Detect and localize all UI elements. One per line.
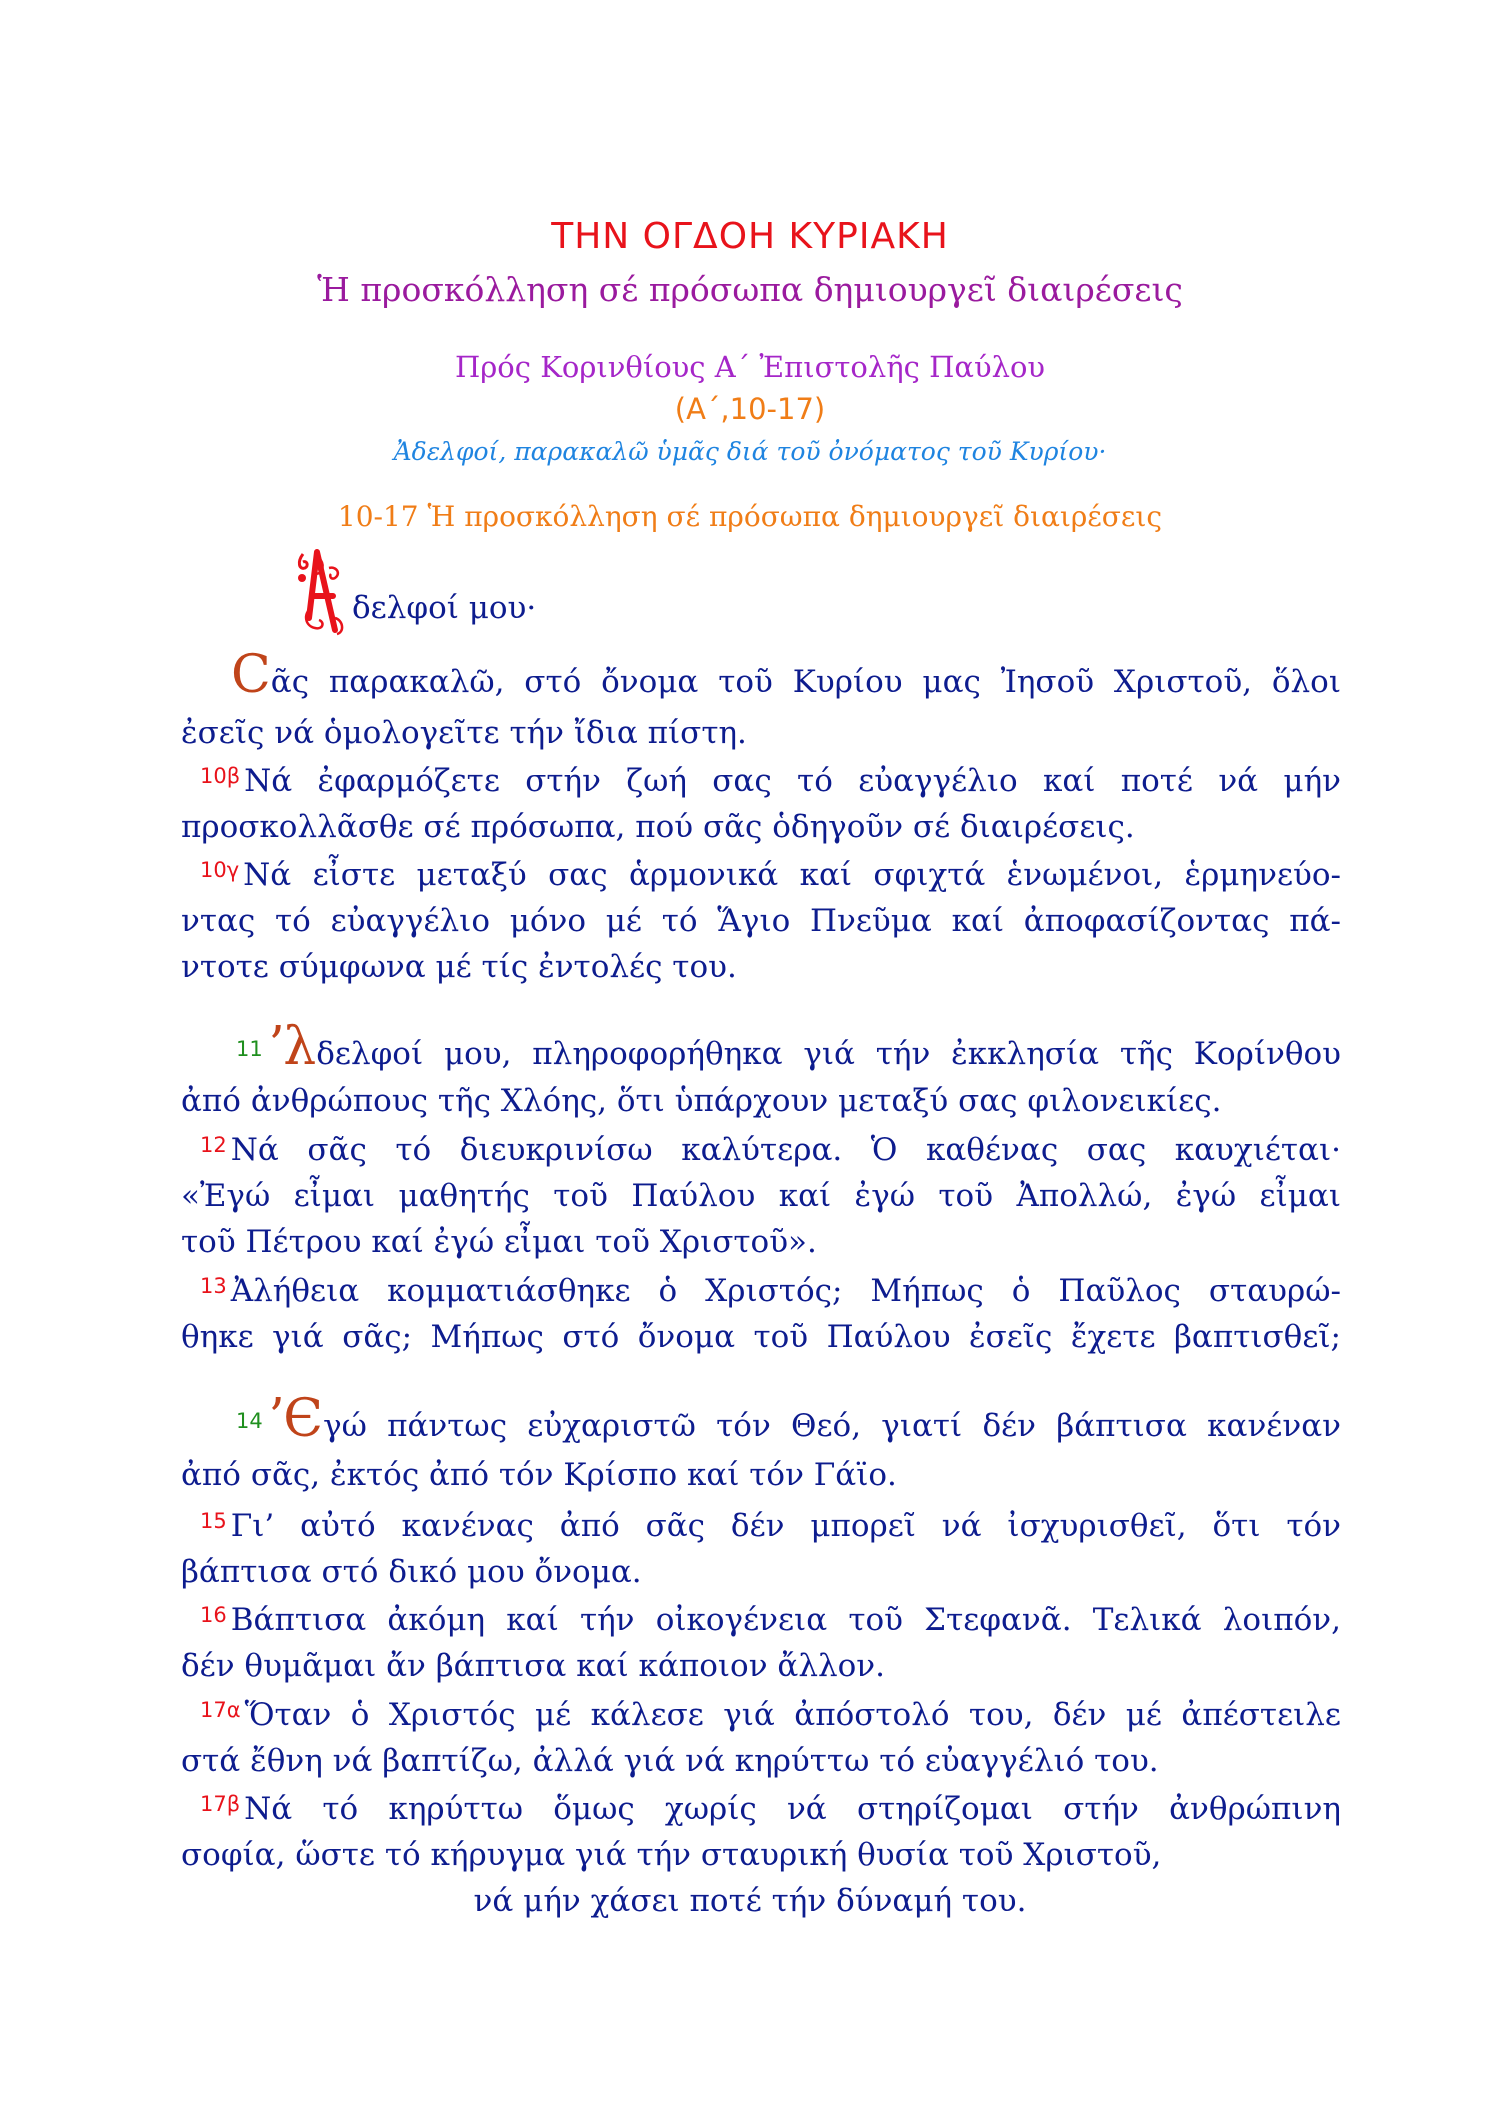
verse-15-line-2: βάπτισα στό δικό μου ὄνομα. bbox=[181, 1554, 642, 1590]
verse-14-line-1: $^{14}$ʼЄγώ πάντως εὐχαριστῶ τόν Θεό, γιατί δέν βάπτισα κανέναν bbox=[236, 1389, 1341, 1449]
verse-11-line-2: ἀπό ἀνθρώπους τῆς Χλόης, ὅτι ὑπάρχουν μεταξύ σας φιλονεικίες. bbox=[181, 1083, 1222, 1119]
section-heading: 10-17 Ἡ προσκόλληση σέ πρόσωπα δημιουργεῖ διαιρέσεις bbox=[337, 500, 1163, 533]
verse-number: 10γ bbox=[200, 858, 240, 882]
verse-13-line-2: θηκε γιά σᾶς; Μήπως στό ὄνομα τοῦ Παύλου ἐσεῖς ἔχετε βαπτισθεῖ; bbox=[181, 1319, 1341, 1355]
verse-17b-line-2: σοφία, ὥστε τό κήρυγμα γιά τήν σταυρική θυσία τοῦ Χριστοῦ, bbox=[181, 1837, 1162, 1873]
verse-16-line-2: δέν θυμᾶμαι ἄν βάπτισα καί κάποιον ἄλλον. bbox=[181, 1648, 885, 1684]
opening-address: δελφοί μου· bbox=[352, 590, 537, 626]
epistle-source: Πρός Κορινθίους Α΄ Ἐπιστολῆς Παύλου bbox=[454, 350, 1046, 384]
verse-number: 16 bbox=[200, 1603, 227, 1627]
verse-10c-line-1: $^{10\gamma}$ Νά εἶστε μεταξύ σας ἁρμονικά καί σφιχτά ἑνωμένοι, ἑρμηνεύο- bbox=[200, 857, 1341, 893]
verse-10a-line-1: Ϲᾶς παρακαλῶ, στό ὄνομα τοῦ Κυρίου μας Ἰησοῦ Χριστοῦ, ὅλοι bbox=[231, 645, 1341, 705]
verse-17b-line-3: νά μήν χάσει ποτέ τήν δύναμή του. bbox=[473, 1883, 1027, 1919]
verse-number: 11 bbox=[236, 1037, 263, 1061]
verse-17a-line-1: $^{17\alpha}$ Ὅταν ὁ Χριστός μέ κάλεσε γιά ἀπόστολό του, δέν μέ ἀπέστειλε bbox=[200, 1697, 1341, 1733]
verse-12-line-3: τοῦ Πέτρου καί ἐγώ εἶμαι τοῦ Χριστοῦ». bbox=[181, 1224, 817, 1260]
verse-number: 10β bbox=[200, 764, 241, 788]
drop-initial: ʼЄ bbox=[266, 1389, 324, 1449]
illuminated-initial-icon bbox=[295, 548, 349, 638]
verse-number: 14 bbox=[236, 1409, 263, 1433]
verse-number: 15 bbox=[200, 1509, 227, 1533]
verse-14-line-2: ἀπό σᾶς, ἐκτός ἀπό τόν Κρίσπο καί τόν Γάϊο. bbox=[181, 1457, 897, 1493]
verse-12-line-1: $^{12}$ Νά σᾶς τό διευκρινίσω καλύτερα. Ὁ καθένας σας καυχιέται· bbox=[200, 1132, 1341, 1168]
chapter-reference: (Α΄,10-17) bbox=[674, 392, 826, 426]
verse-10c-line-2: ντας τό εὐαγγέλιο μόνο μέ τό Ἅγιο Πνεῦμα καί ἀποφασίζοντας πά- bbox=[181, 903, 1341, 939]
verse-17b-line-1: $^{17\beta}$ Νά τό κηρύττω ὅμως χωρίς νά στηρίζομαι στήν ἀνθρώπινη bbox=[200, 1791, 1341, 1827]
verse-10b-line-1: $^{10\beta}$ Νά ἐφαρμόζετε στήν ζωή σας τό εὐαγγέλιο καί ποτέ νά μήν bbox=[200, 763, 1341, 799]
verse-12-line-2: «Ἐγώ εἶμαι μαθητής τοῦ Παύλου καί ἐγώ τοῦ Ἀπολλώ, ἐγώ εἶμαι bbox=[181, 1178, 1341, 1214]
verse-10c-line-3: ντοτε σύμφωνα μέ τίς ἐντολές του. bbox=[181, 949, 737, 985]
verse-17a-line-2: στά ἔθνη νά βαπτίζω, ἀλλά γιά νά κηρύττω τό εὐαγγέλιό του. bbox=[181, 1743, 1159, 1779]
verse-13-line-1: $^{13}$ Ἀλήθεια κομματιάσθηκε ὁ Χριστός; Μήπως ὁ Παῦλος σταυρώ- bbox=[200, 1273, 1341, 1309]
verse-10b-line-2: προσκολλᾶσθε σέ πρόσωπα, πού σᾶς ὁδηγοῦν σέ διαιρέσεις. bbox=[181, 809, 1135, 845]
incipit: Ἀδελφοί, παρακαλῶ ὑμᾶς διά τοῦ ὀνόματος τοῦ Κυρίου· bbox=[393, 437, 1107, 466]
page-subtitle: Ἡ προσκόλληση σέ πρόσωπα δημιουργεῖ διαιρέσεις bbox=[317, 270, 1183, 309]
verse-11-line-1: $^{11}$ʼλδελφοί μου, πληροφορήθηκα γιά τήν ἐκκλησία τῆς Κορίνθου bbox=[236, 1017, 1341, 1077]
verse-15-line-1: $^{15}$ Γι’ αὐτό κανένας ἀπό σᾶς δέν μπορεῖ νά ἰσχυρισθεῖ, ὅτι τόν bbox=[200, 1508, 1341, 1544]
verse-16-line-1: $^{16}$ Βάπτισα ἀκόμη καί τήν οἰκογένεια τοῦ Στεφανᾶ. Τελικά λοιπόν, bbox=[200, 1602, 1341, 1638]
verse-number: 13 bbox=[200, 1274, 227, 1298]
drop-initial: Ϲ bbox=[231, 645, 271, 705]
drop-initial: ʼλ bbox=[266, 1017, 317, 1077]
verse-number: 17β bbox=[200, 1792, 241, 1816]
verse-number: 17α bbox=[200, 1698, 241, 1722]
verse-10a-line-2: ἐσεῖς νά ὁμολογεῖτε τήν ἴδια πίστη. bbox=[181, 715, 747, 751]
page-title: ΤΗΝ ΟΓΔΟΗ ΚΥΡΙΑΚΗ bbox=[551, 216, 949, 257]
verse-number: 12 bbox=[200, 1133, 227, 1157]
